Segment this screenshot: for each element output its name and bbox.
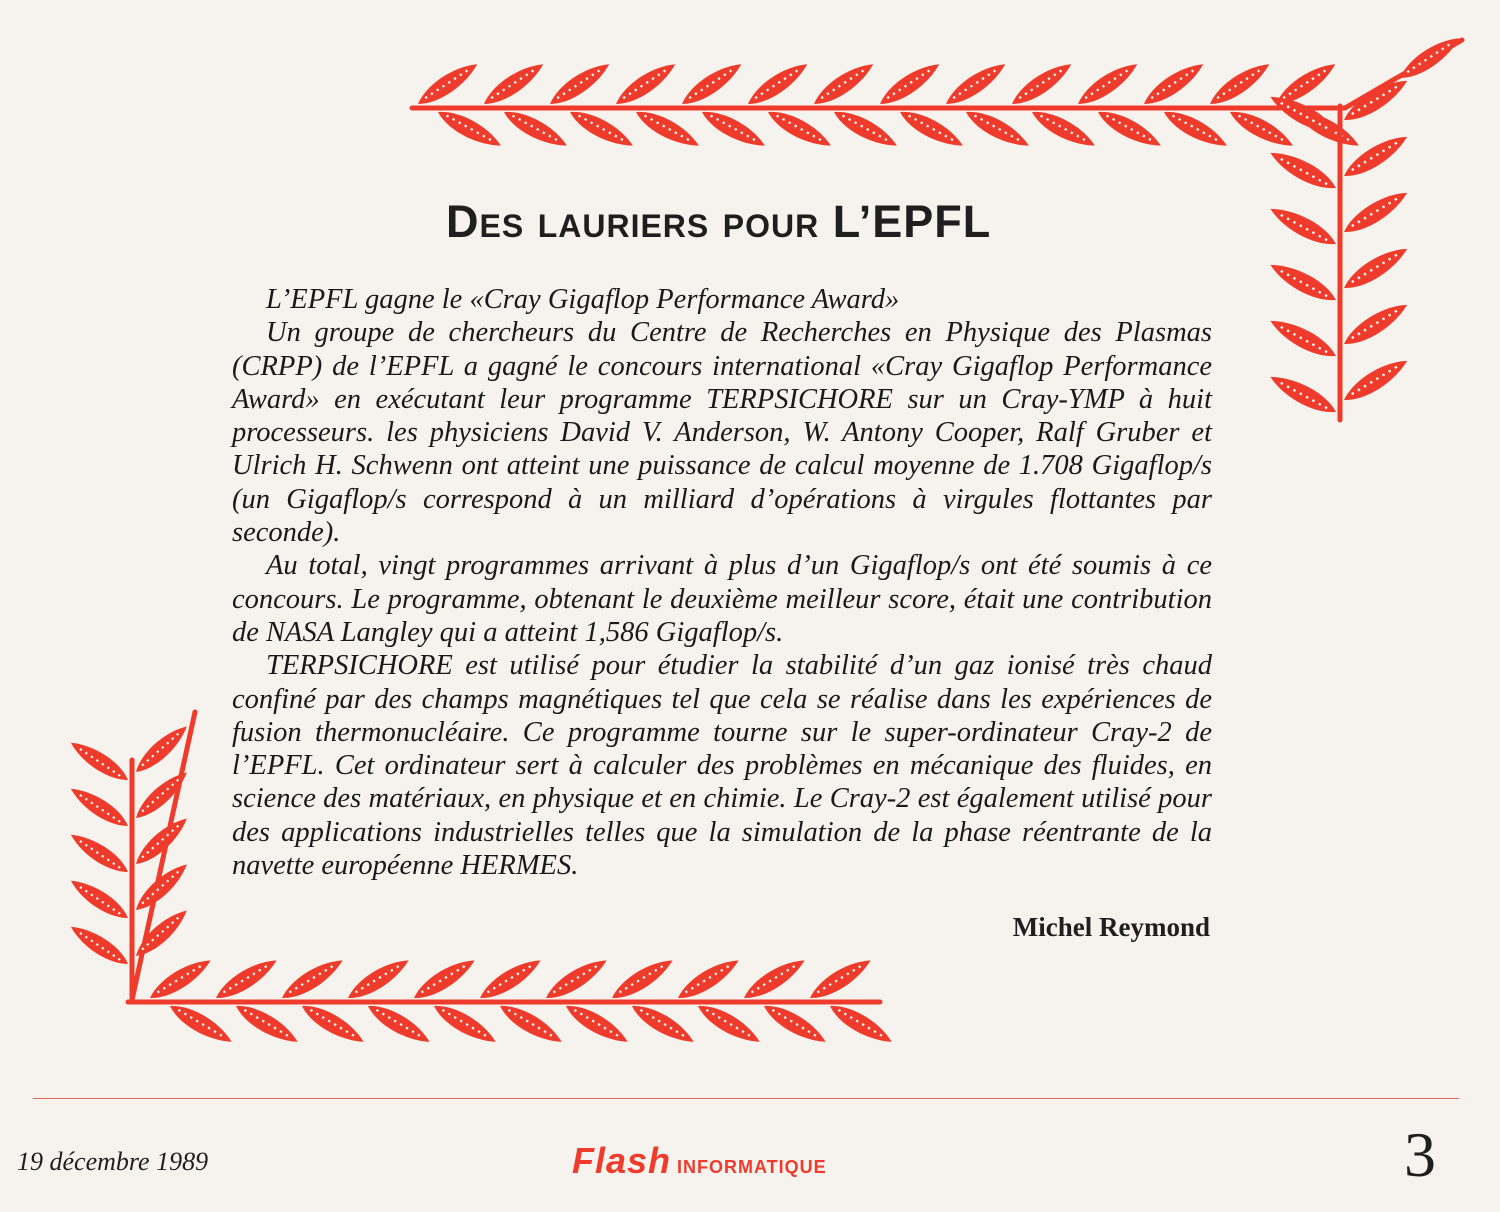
laurel-branch-right-icon [1266, 32, 1464, 421]
footer-brand [572, 1140, 827, 1182]
laurel-branch-bottom-icon [128, 954, 896, 1050]
laurel-branch-left-icon [67, 712, 195, 1000]
article-subtitle: L’EPFL gagne le «Cray Gigaflop Performance Award» [266, 284, 900, 315]
article-title: Des lauriers pour L’EPFL [446, 196, 992, 247]
article-author: Michel Reymond [1012, 912, 1210, 942]
article-body [232, 283, 1212, 882]
article-paragraph: TERPSICHORE est utilisé pour étudier la stabilité d’un gaz ionisé très chaud confiné par des champs magnétiques tel que cela se réalise dans les expériences de fusion thermonucléaire. Ce programme tourne sur le super-ordinateur Cray-2 de l’EPFL. Cet ordinateur sert à calculer des problèmes en mécanique des fluides, en science des matériaux, en physique et en chimie. Le Cray-2 est également utilisé pour des applications industrielles telles que la simulation de la phase réentrante de la navette européenne HERMES. [232, 650, 1212, 882]
article-paragraph: Un groupe de chercheurs du Centre de Recherches en Physique des Plasmas (CRPP) de l’EPFL a gagné le concours international «Cray Gigaflop Performance Award» en exécutant leur programme TERPSICHORE sur un Cray-YMP à huit processeurs. les physiciens David V. Anderson, W. Antony Cooper, Ralf Gruber et Ulrich H. Schwenn ont atteint une puissance de calcul moyenne de 1.708 Gigaflop/s (un Gigaflop/s correspond à un milliard d’opérations à virgules flottantes par seconde). [232, 317, 1212, 549]
brand-flash: Flash [572, 1140, 672, 1181]
footer-divider [33, 1098, 1459, 1099]
laurel-branch-top-icon [412, 58, 1363, 154]
page-number: 3 [1404, 1119, 1436, 1190]
article-paragraph: Au total, vingt programmes arrivant à plus d’un Gigaflop/s ont été soumis à ce concours. Le programme, obtenant le deuxième meilleur score, était une contribution de NASA Langley qui a atteint 1,586 Gigaflop/s. [232, 550, 1212, 648]
footer-date: 19 décembre 1989 [17, 1147, 209, 1176]
brand-informatique: informatique [677, 1151, 827, 1179]
